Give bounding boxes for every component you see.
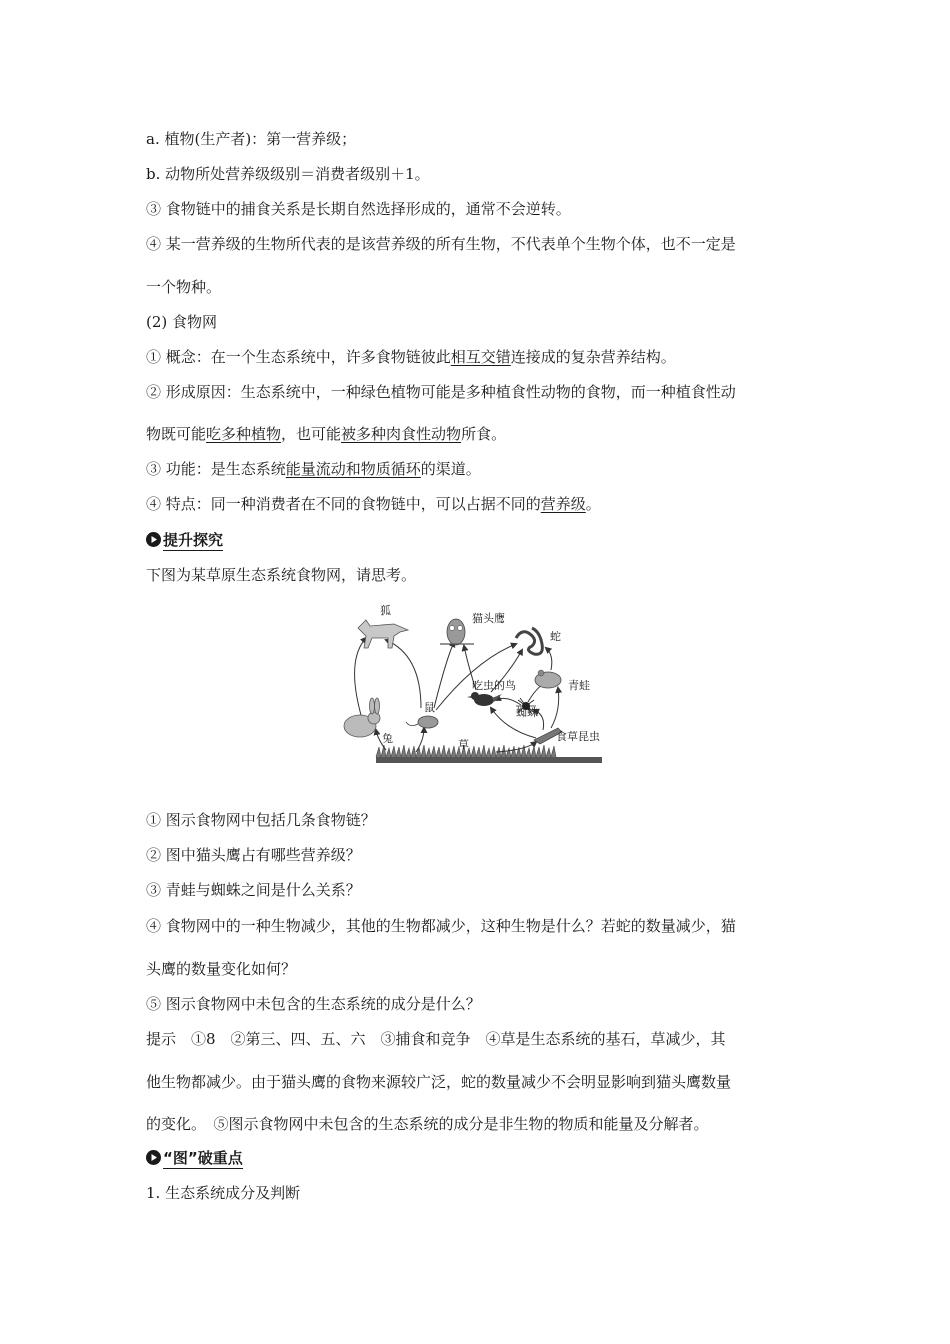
- key-term: 相互交错: [450, 348, 511, 366]
- label-frog: 青蛙: [568, 679, 590, 692]
- answer-line: 的变化。 ⑤图示食物网中未包含的生态系统的成分是非生物的物质和能量及分解者。: [146, 1115, 709, 1133]
- question-3: ③ 青蛙与蜘蛛之间是什么关系？: [146, 881, 361, 899]
- text-line: ② 形成原因：生态系统中，一种绿色植物可能是多种植食性动物的食物，而一种植食性动: [146, 383, 736, 401]
- rabbit-icon: [344, 698, 380, 737]
- figure-intro: 下图为某草原生态系统食物网，请思考。: [146, 566, 417, 584]
- frog-icon: [535, 670, 561, 688]
- key-term: 能量流动和物质循环: [285, 460, 421, 478]
- owl-icon: [440, 619, 474, 645]
- section-heading-key-points: “图”破重点: [146, 1148, 243, 1168]
- question-4: ④ 食物网中的一种生物减少，其他的生物都减少，这种生物是什么？若蛇的数量减少，猫: [146, 917, 736, 935]
- play-circle-icon: [146, 532, 161, 547]
- snake-icon: [516, 628, 542, 654]
- label-mouse: 鼠: [424, 701, 435, 714]
- text-line: b. 动物所处营养级级别＝消费者级别＋1。: [146, 165, 430, 183]
- section-heading-explore: 提升探究: [146, 530, 223, 550]
- text-line: ① 概念：在一个生态系统中，许多食物链彼此相互交错连接成的复杂营养结构。: [146, 348, 676, 366]
- label-owl: 猫头鹰: [472, 612, 505, 625]
- label-insect: 食草昆虫: [556, 730, 600, 743]
- text-line: ③ 食物链中的捕食关系是长期自然选择形成的，通常不会逆转。: [146, 200, 571, 218]
- label-bird: 吃虫的鸟: [472, 679, 516, 692]
- question-1: ① 图示食物网中包括几条食物链？: [146, 811, 376, 829]
- text-line: ④ 特点：同一种消费者在不同的食物链中，可以占据不同的营养级。: [146, 495, 601, 513]
- arrow-spider-bird: [496, 698, 521, 705]
- label-snake: 蛇: [550, 630, 561, 643]
- label-rabbit: 兔: [382, 732, 393, 745]
- arrow-rabbit-fox: [355, 638, 366, 715]
- play-circle-icon: [146, 1150, 161, 1165]
- arrow-mouse-owl: [434, 642, 454, 708]
- text-line: ③ 功能：是生态系统能量流动和物质循环的渠道。: [146, 460, 481, 478]
- arrow-insect-frog: [551, 688, 559, 728]
- mouse-icon: [406, 716, 438, 728]
- answer-line: 他生物都减少。由于猫头鹰的食物来源较广泛，蛇的数量减少不会明显影响到猫头鹰数量: [146, 1073, 732, 1091]
- question-4-cont: 头鹰的数量变化如何？: [146, 960, 297, 978]
- bird-icon: [467, 692, 502, 706]
- arrow-grass-insect: [496, 742, 536, 752]
- grass-strip: [376, 745, 602, 763]
- text-line: a. 植物(生产者)：第一营养级；: [146, 130, 357, 148]
- question-5: ⑤ 图示食物网中未包含的生态系统的成分是什么？: [146, 995, 481, 1013]
- key-term: 吃多种植物: [206, 425, 282, 443]
- label-grass: 草: [458, 738, 469, 751]
- text-line: ④ 某一营养级的生物所代表的是该营养级的所有生物，不代表单个生物个体，也不一定是: [146, 235, 736, 253]
- text-line: 一个物种。: [146, 278, 222, 296]
- key-term: 营养级: [540, 495, 586, 513]
- label-fox: 狐: [380, 604, 391, 617]
- fox-icon: [358, 620, 408, 648]
- heading-ecosystem-components: 1. 生态系统成分及判断: [146, 1184, 301, 1202]
- label-spider: 蜘蛛: [516, 706, 538, 719]
- arrow-frog-snake: [546, 648, 552, 670]
- text-line: 物既可能吃多种植物，也可能被多种肉食性动物所食。: [146, 425, 507, 443]
- arrow-grass-mouse: [416, 728, 424, 752]
- subheading-food-web: (2) 食物网: [146, 313, 218, 331]
- food-web-figure: [336, 600, 616, 775]
- question-2: ② 图中猫头鹰占有哪些营养级？: [146, 846, 361, 864]
- key-term: 被多种肉食性动物: [341, 425, 462, 443]
- arrow-mouse-fox: [386, 640, 421, 708]
- answer-line: 提示 ①8 ②第三、四、五、六 ③捕食和竞争 ④草是生态系统的基石，草减少，其: [146, 1030, 726, 1048]
